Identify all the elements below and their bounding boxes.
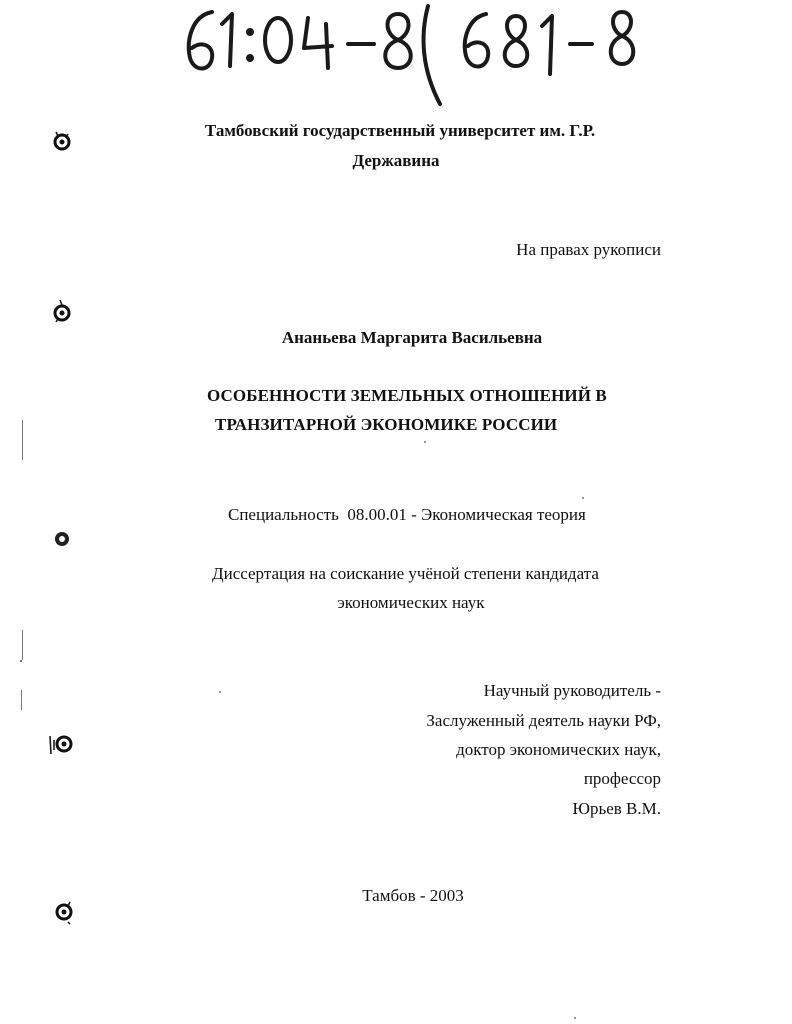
degree-statement-line2: экономических наук [337, 593, 485, 612]
punch-hole-mark [48, 298, 76, 326]
punch-hole-mark [48, 730, 76, 758]
manuscript-rights-note: На правах рукописи [516, 240, 661, 259]
supervisor-name: Юрьев В.М. [572, 799, 661, 818]
supervisor-honor: Заслуженный деятель науки РФ, [426, 711, 661, 730]
supervisor-role: Научный руководитель - [483, 681, 661, 700]
punch-hole-mark [48, 525, 76, 553]
supervisor-rank: профессор [583, 769, 661, 788]
specialty-line: Специальность 08.00.01 - Экономическая теория [228, 505, 586, 524]
author-name: Ананьева Маргарита Васильевна [281, 328, 543, 347]
supervisor-degree: доктор экономических наук, [456, 740, 661, 759]
dissertation-title-line1: ОСОБЕННОСТИ ЗЕМЕЛЬНЫХ ОТНОШЕНИЙ В [207, 386, 607, 405]
university-name-line2: Державина [352, 151, 440, 170]
handwritten-archive-code [170, 0, 650, 110]
degree-statement-line1: Диссертация на соискание учёной степени кандидата [212, 564, 599, 583]
dissertation-title-line2: ТРАНЗИТАРНОЙ ЭКОНОМИКЕ РОССИИ [215, 415, 558, 434]
university-name-line1: Тамбовский государственный университет им. Г.Р. [204, 121, 596, 140]
place-and-year: Тамбов - 2003 [362, 886, 464, 905]
